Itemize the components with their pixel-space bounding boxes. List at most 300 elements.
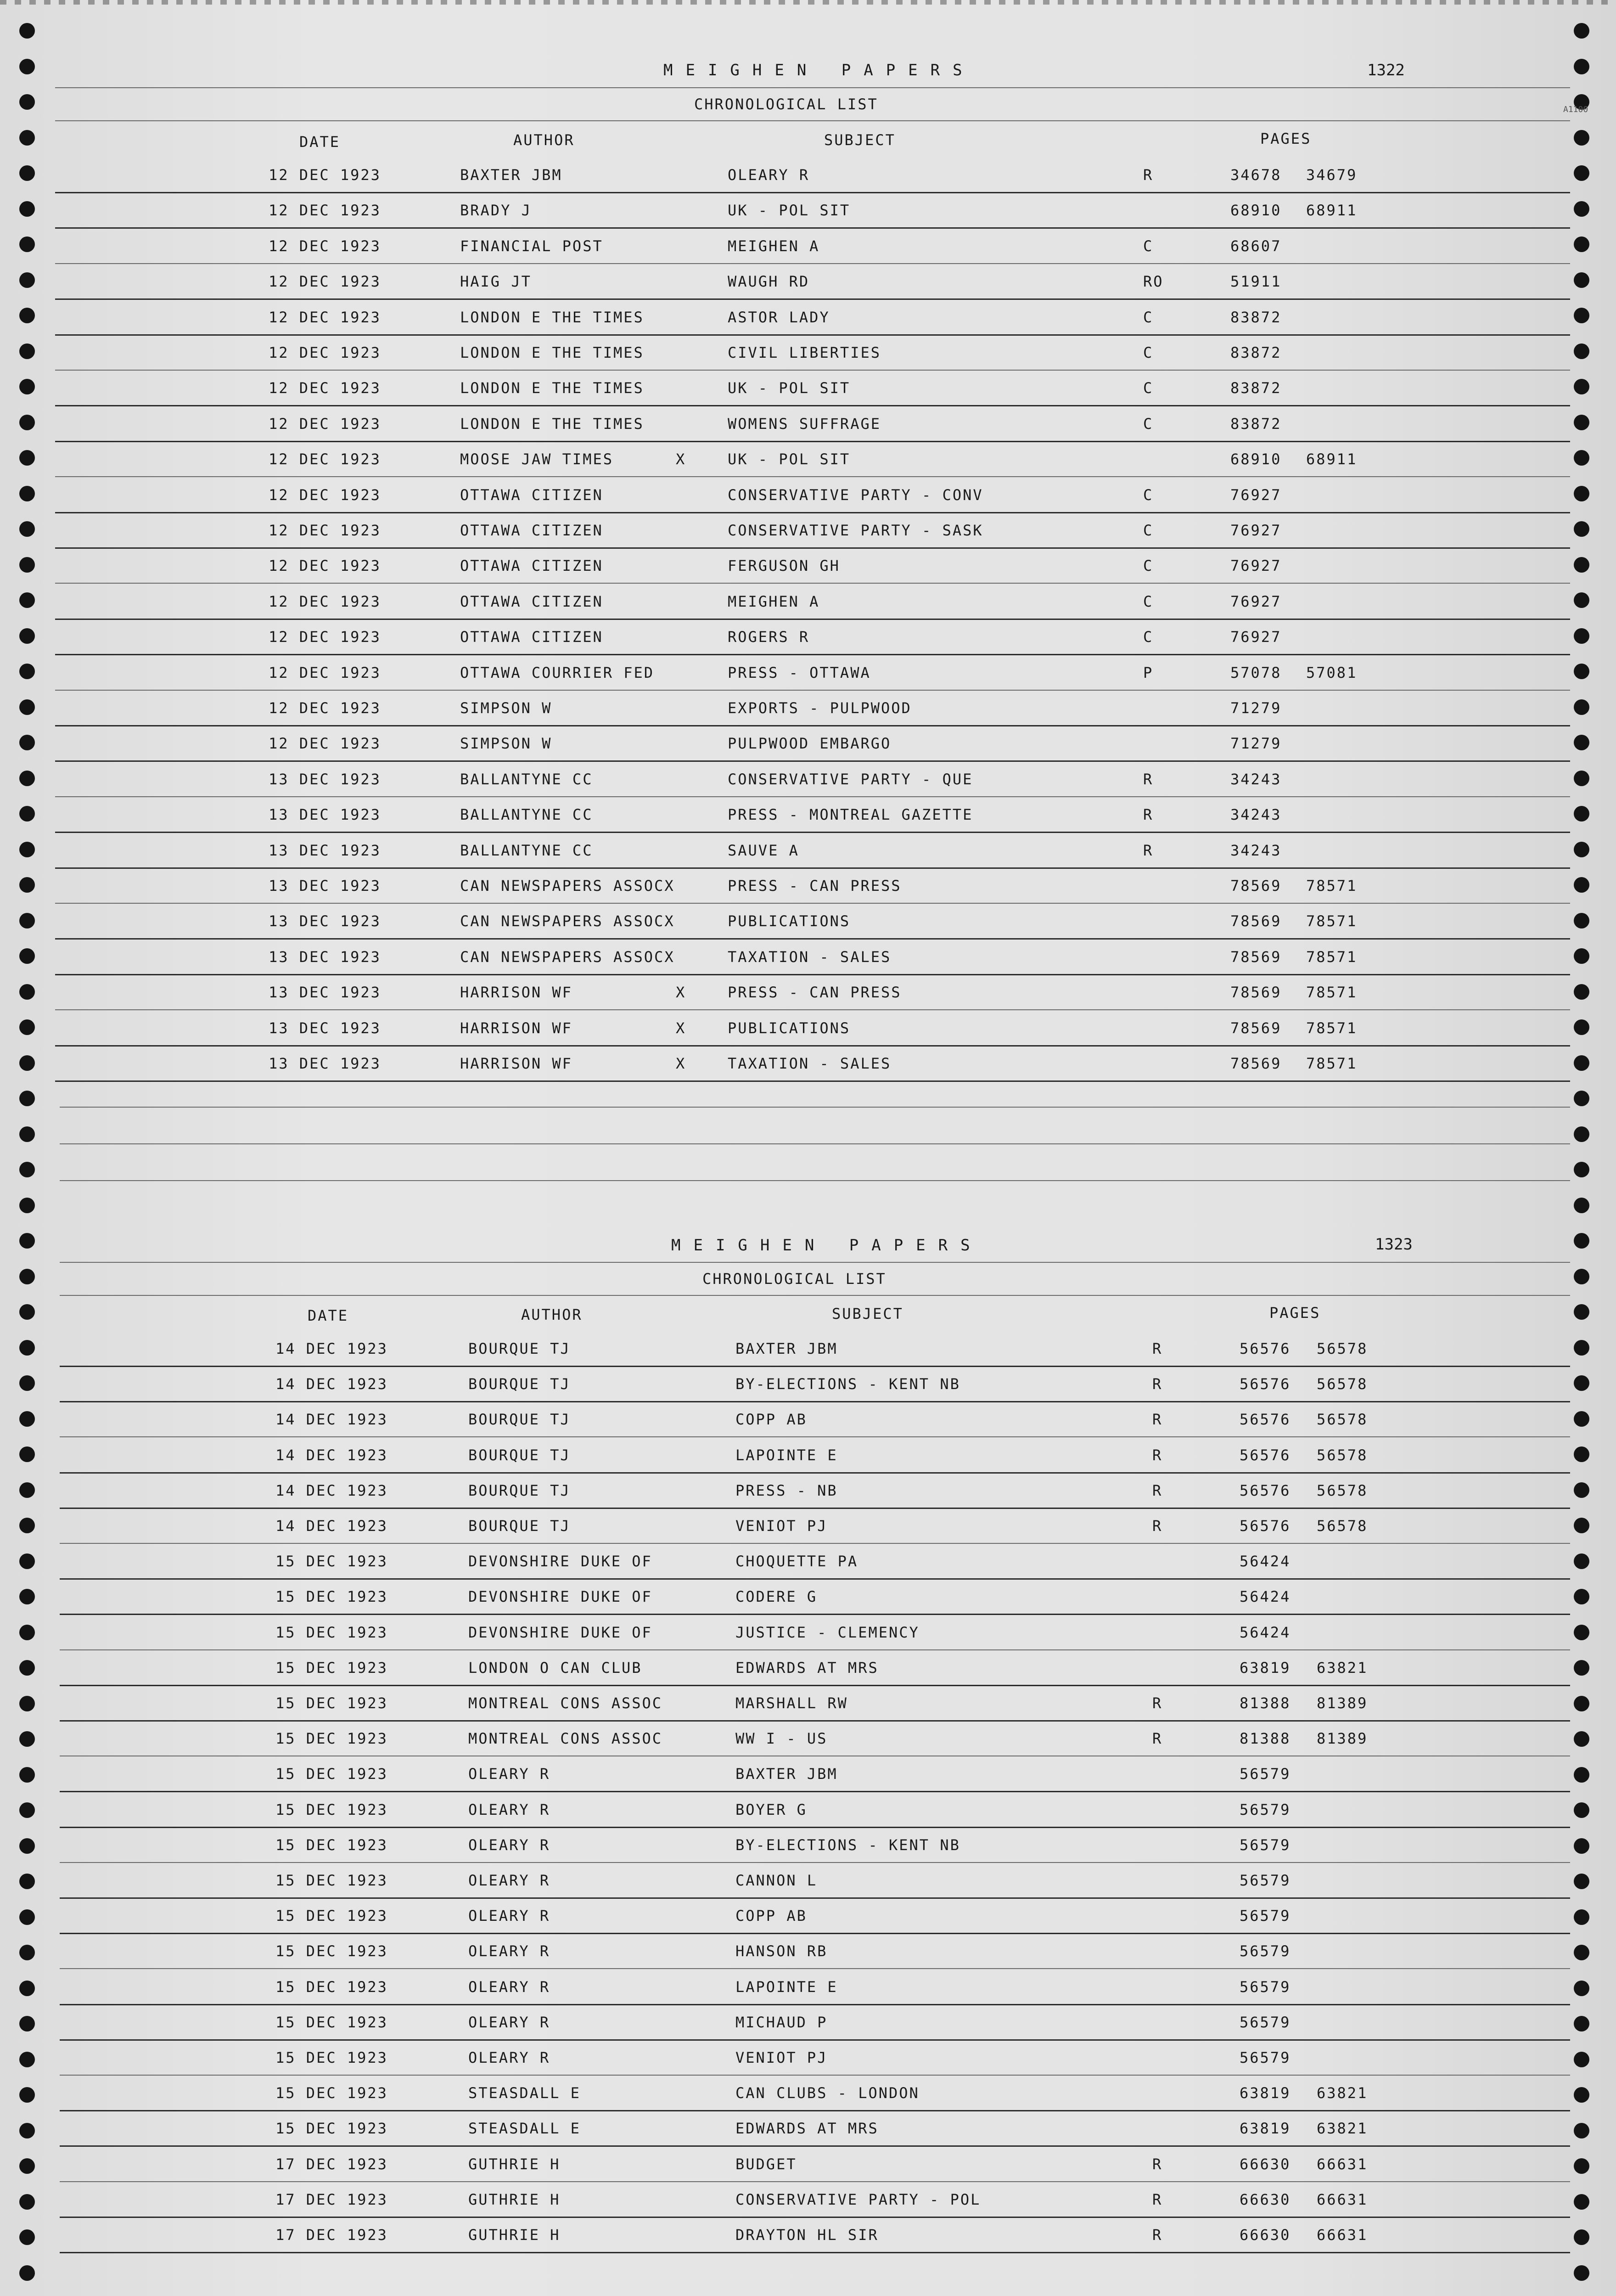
row-rule: [60, 1649, 1570, 1650]
cell-author: LONDON O CAN CLUB: [468, 1659, 642, 1677]
feed-hole-icon: [19, 1162, 35, 1177]
cell-subject: CIVIL LIBERTIES: [728, 344, 881, 361]
cell-date: 12 DEC 1923: [269, 628, 381, 646]
cell-subject: PRESS - MONTREAL GAZETTE: [728, 806, 973, 824]
cell-date: 15 DEC 1923: [275, 1872, 388, 1889]
cell-author: MONTREAL CONS ASSOC: [468, 1730, 663, 1748]
row-rule: [60, 2110, 1570, 2111]
cell-author: GUTHRIE H: [468, 2190, 561, 2208]
row-rule: [55, 832, 1570, 833]
table-row: [0, 557, 1616, 585]
divider: [55, 87, 1570, 88]
feed-hole-icon: [1574, 2265, 1589, 2281]
page-number: 1322: [1367, 61, 1405, 79]
cell-author: OLEARY R: [468, 1978, 550, 1996]
cell-subject: DRAYTON HL SIR: [735, 2226, 879, 2244]
feed-hole-icon: [19, 23, 35, 39]
cell-subject: CONSERVATIVE PARTY - QUE: [728, 770, 973, 788]
table-row: [0, 2084, 1616, 2112]
cell-p1: 56579: [1240, 1978, 1291, 1996]
cell-author: BALLANTYNE CC: [460, 806, 593, 824]
cell-p1: 56579: [1240, 1765, 1291, 1783]
cell-subject: MICHAUD P: [735, 2013, 828, 2031]
divider: [55, 120, 1570, 121]
cell-author: LONDON E THE TIMES: [460, 415, 644, 433]
table-row: [0, 1730, 1616, 1757]
cell-author: OTTAWA CITIZEN: [460, 628, 603, 646]
cell-p1: 76927: [1230, 628, 1282, 646]
cell-p1: 66630: [1240, 2155, 1291, 2173]
cell-p1: 34678: [1230, 166, 1282, 184]
cell-author: SIMPSON W: [460, 735, 552, 753]
cell-subject: MEIGHEN A: [728, 592, 820, 610]
row-rule: [55, 583, 1570, 584]
cell-p1: 51911: [1230, 273, 1282, 291]
row-rule: [55, 903, 1570, 904]
cell-p1: 81388: [1240, 1694, 1291, 1712]
cell-code: C: [1143, 592, 1154, 610]
table-row: [0, 1019, 1616, 1047]
cell-subject: LAPOINTE E: [735, 1978, 838, 1996]
cell-code: C: [1143, 486, 1154, 504]
row-rule: [55, 334, 1570, 336]
cell-date: 12 DEC 1923: [269, 486, 381, 504]
cell-code: R: [1143, 166, 1154, 184]
cell-date: 15 DEC 1923: [275, 1801, 388, 1818]
cell-p1: 56579: [1240, 1836, 1291, 1854]
cell-date: 17 DEC 1923: [275, 2155, 388, 2173]
row-rule: [55, 760, 1570, 762]
cell-p2: 63821: [1317, 1659, 1368, 1677]
table-row: [0, 699, 1616, 727]
row-rule: [60, 2217, 1570, 2218]
cell-p1: 56579: [1240, 1872, 1291, 1889]
cell-date: 15 DEC 1923: [275, 1907, 388, 1925]
cell-subject: PUBLICATIONS: [728, 1019, 851, 1037]
page-number: 1323: [1375, 1235, 1413, 1254]
cell-subject: CANNON L: [735, 1872, 818, 1889]
cell-code: R: [1152, 2155, 1163, 2173]
cell-date: 15 DEC 1923: [275, 1553, 388, 1570]
table-row: [0, 1624, 1616, 1651]
cell-p2: 56578: [1317, 1375, 1368, 1393]
cell-author: BOURQUE TJ: [468, 1481, 571, 1499]
cell-date: 15 DEC 1923: [275, 1694, 388, 1712]
cell-subject: UK - POL SIT: [728, 202, 851, 219]
cell-date: 17 DEC 1923: [275, 2190, 388, 2208]
cell-p1: 78569: [1230, 948, 1282, 966]
page-title: MEIGHEN PAPERS: [663, 61, 975, 79]
cell-p1: 76927: [1230, 486, 1282, 504]
cell-code: C: [1143, 557, 1154, 575]
table-row: [0, 1375, 1616, 1403]
row-rule: [60, 1862, 1570, 1863]
feed-hole-icon: [1574, 1162, 1589, 1177]
cell-p1: 68607: [1230, 237, 1282, 255]
cell-date: 14 DEC 1923: [275, 1446, 388, 1464]
row-rule: [55, 654, 1570, 655]
row-rule: [60, 2145, 1570, 2147]
cell-author: BOURQUE TJ: [468, 1411, 571, 1429]
row-rule: [55, 725, 1570, 726]
cell-subject: SAUVE A: [728, 841, 799, 859]
feed-hole-icon: [19, 1269, 35, 1284]
cell-subject: COPP AB: [735, 1907, 807, 1925]
cell-code: P: [1143, 664, 1154, 681]
cell-subject: MEIGHEN A: [728, 237, 820, 255]
header-subject: SUBJECT: [824, 131, 896, 149]
cell-p1: 34243: [1230, 841, 1282, 859]
cell-p1: 83872: [1230, 308, 1282, 326]
cell-subject: CAN CLUBS - LONDON: [735, 2084, 920, 2102]
cell-date: 12 DEC 1923: [269, 450, 381, 468]
cell-p1: 63819: [1240, 1659, 1291, 1677]
row-rule: [60, 1614, 1570, 1615]
cell-date: 14 DEC 1923: [275, 1481, 388, 1499]
cell-author: STEASDALL E: [468, 2120, 581, 2138]
cell-p1: 68910: [1230, 202, 1282, 219]
blank-rule: [60, 1143, 1570, 1144]
cell-subject: ROGERS R: [728, 628, 810, 646]
cell-author: MONTREAL CONS ASSOC: [468, 1694, 663, 1712]
cell-p1: 56576: [1240, 1481, 1291, 1499]
row-rule: [55, 1009, 1570, 1010]
cell-subject: EDWARDS AT MRS: [735, 2120, 879, 2138]
cell-date: 14 DEC 1923: [275, 1340, 388, 1357]
cell-author: HAIG JT: [460, 273, 532, 291]
row-rule: [60, 1933, 1570, 1934]
row-rule: [55, 867, 1570, 869]
row-rule: [60, 1827, 1570, 1828]
table-row: [0, 415, 1616, 443]
row-rule: [55, 974, 1570, 975]
list-title: CHRONOLOGICAL LIST: [694, 96, 878, 113]
cell-p1: 81388: [1240, 1730, 1291, 1748]
cell-p1: 56424: [1240, 1588, 1291, 1606]
table-row: [0, 1411, 1616, 1438]
feed-hole-icon: [19, 1126, 35, 1142]
cell-code: R: [1152, 2226, 1163, 2244]
cell-date: 13 DEC 1923: [269, 948, 381, 966]
cell-code: C: [1143, 628, 1154, 646]
row-rule: [55, 441, 1570, 442]
cell-subject: TAXATION - SALES: [728, 1055, 892, 1072]
cell-p1: 68910: [1230, 450, 1282, 468]
table-row: [0, 166, 1616, 194]
cell-author: OLEARY R: [468, 1801, 550, 1818]
cell-code: C: [1143, 415, 1154, 433]
table-row: [0, 1907, 1616, 1935]
cell-subject: LAPOINTE E: [735, 1446, 838, 1464]
cell-author: GUTHRIE H: [468, 2155, 561, 2173]
table-row: [0, 486, 1616, 514]
row-rule: [55, 370, 1570, 371]
cell-author: BOURQUE TJ: [468, 1340, 571, 1357]
cell-date: 15 DEC 1923: [275, 1836, 388, 1854]
cell-subject: BY-ELECTIONS - KENT NB: [735, 1375, 960, 1393]
margin-note: A1100: [1563, 105, 1588, 114]
cell-p1: 56576: [1240, 1446, 1291, 1464]
feed-hole-icon: [1574, 130, 1589, 146]
cell-subject: CODERE G: [735, 1588, 818, 1606]
table-row: [0, 2191, 1616, 2218]
cell-code: C: [1143, 379, 1154, 397]
header-pages: PAGES: [1260, 130, 1312, 147]
cell-date: 14 DEC 1923: [275, 1411, 388, 1429]
cell-date: 17 DEC 1923: [275, 2226, 388, 2244]
table-row: [0, 1942, 1616, 1970]
feed-hole-icon: [19, 1198, 35, 1213]
cell-date: 15 DEC 1923: [275, 2013, 388, 2031]
row-rule: [60, 2039, 1570, 2041]
table-row: [0, 237, 1616, 265]
feed-hole-icon: [19, 1233, 35, 1249]
table-row: [0, 1482, 1616, 1509]
cell-p2: 81389: [1317, 1694, 1368, 1712]
row-rule: [60, 1366, 1570, 1367]
cell-author: OLEARY R: [468, 1942, 550, 1960]
cell-p1: 78569: [1230, 1019, 1282, 1037]
row-rule: [55, 298, 1570, 300]
cell-subject: WW I - US: [735, 1730, 828, 1748]
cell-code: R: [1152, 2190, 1163, 2208]
cell-author: LONDON E THE TIMES: [460, 308, 644, 326]
cell-subject: BOYER G: [735, 1801, 807, 1818]
cell-subject: JUSTICE - CLEMENCY: [735, 1623, 920, 1641]
header-author: AUTHOR: [513, 131, 575, 149]
table-row: [0, 771, 1616, 798]
feed-hole-icon: [1574, 1304, 1589, 1320]
cell-p1: 76927: [1230, 522, 1282, 539]
cell-p1: 56576: [1240, 1375, 1291, 1393]
feed-hole-icon: [19, 130, 35, 146]
cell-p1: 78569: [1230, 1055, 1282, 1072]
cell-date: 12 DEC 1923: [269, 415, 381, 433]
row-rule: [55, 619, 1570, 620]
cell-subject: PRESS - CAN PRESS: [728, 877, 902, 895]
top-perforation: [0, 0, 1616, 5]
cell-date: 14 DEC 1923: [275, 1517, 388, 1535]
cell-date: 12 DEC 1923: [269, 379, 381, 397]
cell-author: OLEARY R: [468, 1836, 550, 1854]
table-row: [0, 450, 1616, 478]
cell-p1: 56424: [1240, 1623, 1291, 1641]
row-rule: [60, 1578, 1570, 1580]
cell-subject: PUBLICATIONS: [728, 912, 851, 930]
cell-p1: 71279: [1230, 735, 1282, 753]
cell-date: 15 DEC 1923: [275, 2120, 388, 2138]
cell-date: 15 DEC 1923: [275, 2049, 388, 2066]
row-rule: [55, 192, 1570, 193]
blank-rule: [60, 1180, 1570, 1181]
table-row: [0, 1055, 1616, 1082]
page-title: MEIGHEN PAPERS: [671, 1236, 983, 1255]
cell-author: OTTAWA CITIZEN: [460, 592, 603, 610]
cell-p1: 83872: [1230, 415, 1282, 433]
table-row: [0, 2155, 1616, 2183]
table-row: [0, 1836, 1616, 1864]
cell-subject: PRESS - CAN PRESS: [728, 984, 902, 1002]
row-rule: [60, 2181, 1570, 2182]
cell-author: MOOSE JAW TIMES: [460, 450, 613, 468]
row-rule: [55, 476, 1570, 477]
cell-p2: 63821: [1317, 2120, 1368, 2138]
cell-subject: OLEARY R: [728, 166, 810, 184]
cell-p2: 78571: [1306, 984, 1358, 1002]
cell-author: CAN NEWSPAPERS ASSOCX: [460, 877, 675, 895]
feed-hole-icon: [19, 1091, 35, 1106]
table-row: [0, 842, 1616, 869]
cell-date: 13 DEC 1923: [269, 877, 381, 895]
feed-hole-icon: [1574, 59, 1589, 74]
cell-date: 13 DEC 1923: [269, 1055, 381, 1072]
cell-subject: BUDGET: [735, 2155, 797, 2173]
row-rule: [60, 1401, 1570, 1402]
cell-x: X: [676, 450, 686, 468]
cell-author: OLEARY R: [468, 1765, 550, 1783]
cell-author: BRADY J: [460, 202, 532, 219]
cell-author: FINANCIAL POST: [460, 237, 603, 255]
cell-x: X: [676, 1055, 686, 1072]
cell-p2: 56578: [1317, 1411, 1368, 1429]
cell-date: 13 DEC 1923: [269, 770, 381, 788]
cell-author: BALLANTYNE CC: [460, 841, 593, 859]
cell-code: R: [1143, 806, 1154, 824]
cell-subject: ASTOR LADY: [728, 308, 830, 326]
row-rule: [55, 690, 1570, 691]
cell-date: 13 DEC 1923: [269, 1019, 381, 1037]
cell-author: DEVONSHIRE DUKE OF: [468, 1588, 652, 1606]
cell-date: 15 DEC 1923: [275, 1730, 388, 1748]
cell-code: R: [1152, 1411, 1163, 1429]
table-row: [0, 309, 1616, 336]
cell-p1: 66630: [1240, 2226, 1291, 2244]
cell-date: 13 DEC 1923: [269, 841, 381, 859]
table-row: [0, 2049, 1616, 2077]
row-rule: [55, 405, 1570, 406]
cell-p1: 56579: [1240, 2013, 1291, 2031]
cell-author: OTTAWA CITIZEN: [460, 557, 603, 575]
cell-subject: CONSERVATIVE PARTY - CONV: [728, 486, 983, 504]
table-row: [0, 379, 1616, 407]
cell-p1: 78569: [1230, 877, 1282, 895]
cell-p2: 56578: [1317, 1481, 1368, 1499]
cell-subject: WAUGH RD: [728, 273, 810, 291]
cell-subject: PULPWOOD EMBARGO: [728, 735, 892, 753]
cell-p1: 78569: [1230, 984, 1282, 1002]
cell-p1: 76927: [1230, 557, 1282, 575]
cell-date: 13 DEC 1923: [269, 984, 381, 1002]
cell-author: BOURQUE TJ: [468, 1517, 571, 1535]
table-row: [0, 2120, 1616, 2147]
cell-date: 12 DEC 1923: [269, 344, 381, 361]
table-row: [0, 912, 1616, 940]
cell-subject: VENIOT PJ: [735, 1517, 828, 1535]
cell-subject: PRESS - OTTAWA: [728, 664, 871, 681]
row-rule: [60, 1472, 1570, 1474]
row-rule: [60, 1791, 1570, 1792]
cell-subject: WOMENS SUFFRAGE: [728, 415, 881, 433]
cell-code: R: [1152, 1694, 1163, 1712]
table-row: [0, 593, 1616, 620]
row-rule: [60, 1720, 1570, 1722]
cell-p2: 78571: [1306, 877, 1358, 895]
cell-author: CAN NEWSPAPERS ASSOCX: [460, 912, 675, 930]
cell-code: C: [1143, 344, 1154, 361]
table-row: [0, 948, 1616, 976]
table-row: [0, 806, 1616, 833]
cell-date: 12 DEC 1923: [269, 273, 381, 291]
cell-p1: 76927: [1230, 592, 1282, 610]
cell-p1: 57078: [1230, 664, 1282, 681]
cell-author: SIMPSON W: [460, 699, 552, 717]
cell-date: 12 DEC 1923: [269, 202, 381, 219]
feed-hole-icon: [19, 94, 35, 110]
table-row: [0, 1659, 1616, 1687]
header-date: DATE: [308, 1307, 349, 1324]
cell-date: 12 DEC 1923: [269, 592, 381, 610]
cell-author: BOURQUE TJ: [468, 1446, 571, 1464]
cell-date: 13 DEC 1923: [269, 912, 381, 930]
cell-p1: 63819: [1240, 2120, 1291, 2138]
table-row: [0, 1588, 1616, 1615]
cell-date: 12 DEC 1923: [269, 308, 381, 326]
cell-subject: EXPORTS - PULPWOOD: [728, 699, 912, 717]
table-row: [0, 2226, 1616, 2254]
cell-author: DEVONSHIRE DUKE OF: [468, 1623, 652, 1641]
row-rule: [60, 2075, 1570, 2076]
cell-p2: 68911: [1306, 202, 1358, 219]
cell-p1: 56579: [1240, 1942, 1291, 1960]
cell-subject: HANSON RB: [735, 1942, 828, 1960]
table-row: [0, 1446, 1616, 1474]
feed-hole-icon: [19, 1304, 35, 1320]
cell-code: R: [1152, 1481, 1163, 1499]
cell-subject: UK - POL SIT: [728, 379, 851, 397]
header-date: DATE: [299, 133, 341, 151]
cell-author: CAN NEWSPAPERS ASSOCX: [460, 948, 675, 966]
cell-subject: EDWARDS AT MRS: [735, 1659, 879, 1677]
cell-code: R: [1152, 1446, 1163, 1464]
feed-hole-icon: [19, 2265, 35, 2281]
cell-p2: 56578: [1317, 1446, 1368, 1464]
cell-code: R: [1152, 1340, 1163, 1357]
table-row: [0, 202, 1616, 229]
divider: [60, 1262, 1570, 1263]
cell-code: C: [1143, 237, 1154, 255]
cell-author: OTTAWA COURRIER FED: [460, 664, 655, 681]
cell-p2: 78571: [1306, 912, 1358, 930]
header-pages: PAGES: [1269, 1304, 1321, 1322]
list-title: CHRONOLOGICAL LIST: [702, 1270, 887, 1288]
cell-author: DEVONSHIRE DUKE OF: [468, 1553, 652, 1570]
cell-author: OTTAWA CITIZEN: [460, 522, 603, 539]
cell-p2: 66631: [1317, 2226, 1368, 2244]
table-row: [0, 1801, 1616, 1829]
cell-x: X: [676, 1019, 686, 1037]
header-author: AUTHOR: [521, 1306, 583, 1323]
cell-author: LONDON E THE TIMES: [460, 379, 644, 397]
cell-author: BAXTER JBM: [460, 166, 562, 184]
cell-author: OTTAWA CITIZEN: [460, 486, 603, 504]
feed-hole-icon: [1574, 1198, 1589, 1213]
table-row: [0, 522, 1616, 549]
cell-date: 15 DEC 1923: [275, 1765, 388, 1783]
table-row: [0, 628, 1616, 656]
feed-hole-icon: [1574, 23, 1589, 39]
row-rule: [60, 2252, 1570, 2253]
cell-author: BALLANTYNE CC: [460, 770, 593, 788]
